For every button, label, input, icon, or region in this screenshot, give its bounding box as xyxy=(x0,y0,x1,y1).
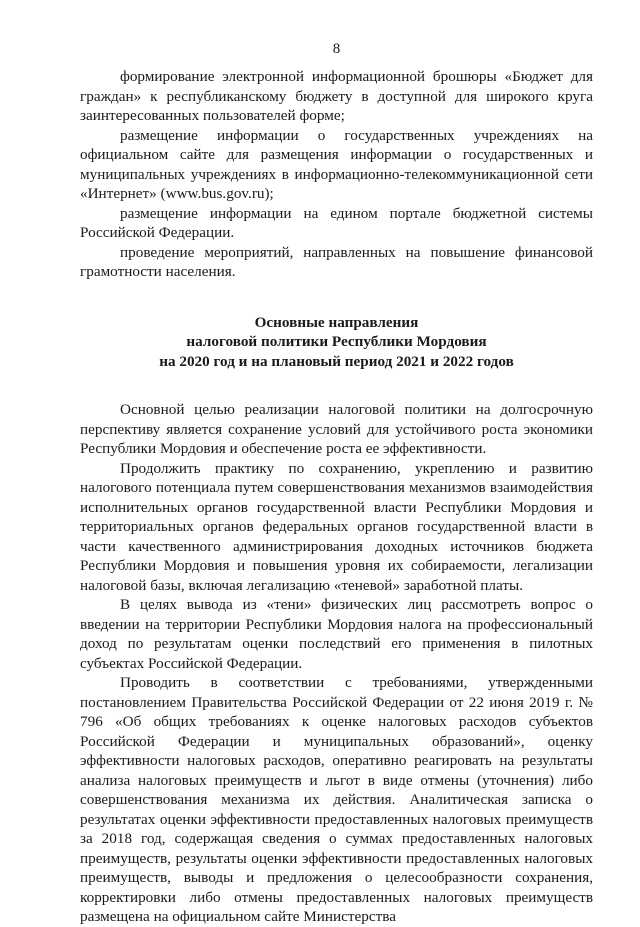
intro-paragraph-3: размещение информации на едином портале бюджетной системы Российской Федерации. xyxy=(80,204,593,241)
section-heading-line-2: налоговой политики Республики Мордовия xyxy=(186,333,487,350)
section-heading-line-3: на 2020 год и на плановый период 2021 и 2022 годов xyxy=(159,352,514,370)
document-page xyxy=(80,0,593,925)
body-paragraph-2: Продолжить практику по сохранению, укреплению и развитию налогового потенциала путем совершенствования механизмов взаимодействия исполнительных органов государственной власти Республики Мордовия и территориальных органов федеральных органов государственной власти в части качественного администрирования доходных источников бюджета Республики Мордовия и повышения уровня их собираемости, легализации налоговой базы, включая легализацию «теневой» заработной платы. xyxy=(80,459,593,594)
document-body xyxy=(80,67,593,927)
section-heading-line-1: Основные направления xyxy=(254,313,419,331)
intro-paragraph-4: проведение мероприятий, направленных на повышение финансовой грамотности населения. xyxy=(80,243,593,280)
section-heading xyxy=(80,313,593,372)
body-paragraph-3: В целях вывода из «тени» физических лиц рассмотреть вопрос о введении на территории Республики Мордовия налога на профессиональный доход по результатам оценки последствий его применения в пилотных субъектах Российской Федерации. xyxy=(80,596,593,672)
intro-paragraph-2: размещение информации о государственных учреждениях на официальном сайте для размещения информации о государственных и муниципальных учреждениях в информационно-телекоммуникационной сети «Интернет» (www.bus.gov.ru); xyxy=(80,126,593,202)
intro-paragraph-1: формирование электронной информационной брошюры «Бюджет для граждан» к республиканскому бюджету в доступной для широкого круга заинтересованных пользователей форме; xyxy=(80,68,593,124)
body-paragraph-1: Основной целью реализации налоговой политики на долгосрочную перспективу является сохранение условий для устойчивого роста экономики Республики Мордовия и обеспечение роста ее эффективности. xyxy=(80,401,593,457)
body-paragraph-4: Проводить в соответствии с требованиями, утвержденными постановлением Правительства Российской Федерации от 22 июня 2019 г. № 796 «Об общих требованиях к оценке налоговых расходов субъектов Российской Федерации и муниципальных образований», оценку эффективности налоговых расходов, оперативно реагировать на результаты анализа налоговых преимуществ и льгот в виде отмены (уточнения) либо совершенствования механизма их действия. Аналитическая записка о результатах оценки эффективности предоставленных налоговых преимуществ за 2018 год, содержащая сведения о суммах предоставленных налоговых преимуществ, результаты оценки эффективности предоставленных налоговых преимуществ, выводы и предложения о целесообразности сохранения, корректировки либо отмены предоставленных налоговых преимуществ размещена на официальном сайте Министерства xyxy=(80,674,593,925)
page-number: 8 xyxy=(332,41,341,57)
